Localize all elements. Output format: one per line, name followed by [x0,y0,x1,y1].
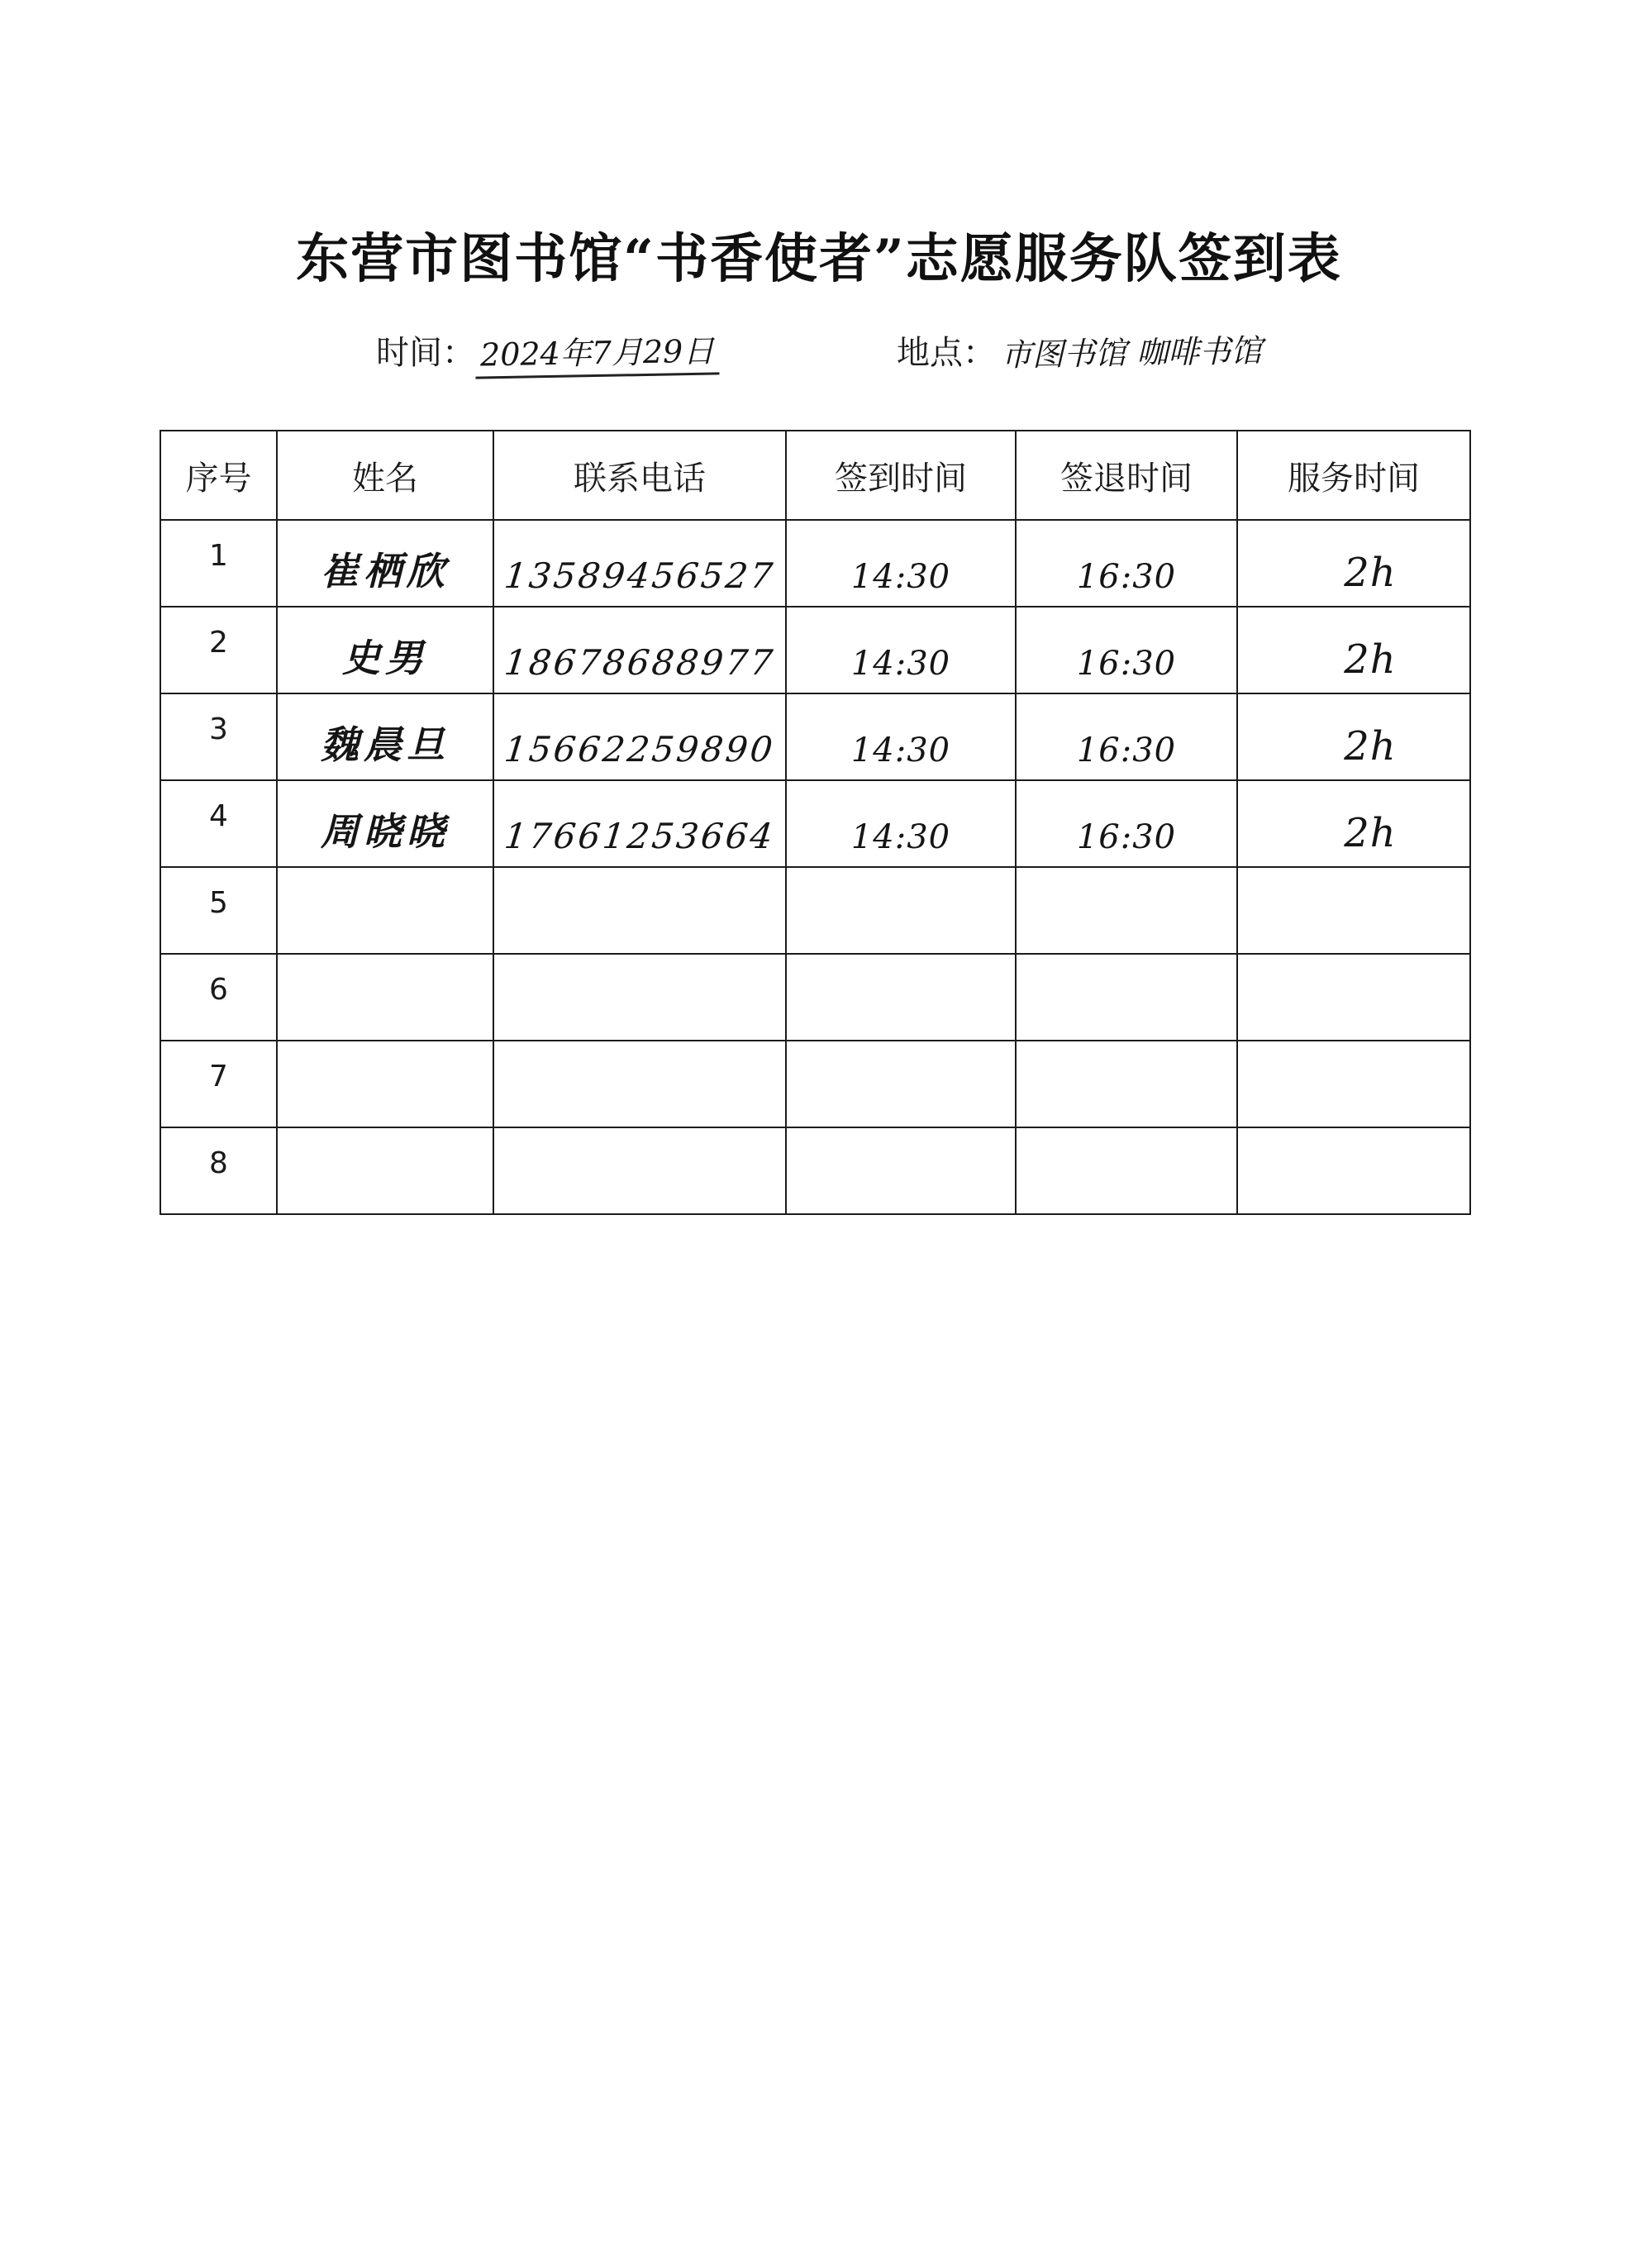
phone-cell [493,867,786,954]
seq-number: 5 [209,886,228,920]
table-row [160,693,1470,780]
service-hours: 2h [1344,636,1397,683]
name-cell [277,867,493,954]
table-row [160,1041,1470,1127]
header-sign-out-time: 签退时间 [1016,431,1237,520]
volunteer-phone: 15662259890 [502,729,778,770]
sign-out-cell [1016,607,1237,693]
seq-number: 6 [209,973,228,1007]
service-cell [1237,607,1470,693]
page-title: 东营市图书馆“书香使者”志愿服务队签到表 [296,228,1342,290]
volunteer-name: 周晓晓 [321,809,450,854]
sign-out-time: 16:30 [1076,731,1177,770]
sign-in-cell [786,867,1016,954]
service-hours: 2h [1344,810,1397,856]
sign-in-cell [786,1127,1016,1214]
meta-place [897,326,1267,374]
table-row [160,607,1470,693]
sign-out-cell [1016,1127,1237,1214]
seq-cell [160,780,277,867]
seq-cell [160,607,277,693]
name-cell [277,1041,493,1127]
sign-in-time: 14:30 [850,818,951,856]
seq-cell [160,1127,277,1214]
seq-number: 1 [209,539,228,573]
sign-out-time: 16:30 [1076,818,1177,856]
sign-out-cell [1016,693,1237,780]
sign-in-time: 14:30 [850,645,951,683]
sign-in-time: 14:30 [850,558,951,596]
sign-in-cell [786,780,1016,867]
sign-out-cell [1016,954,1237,1041]
time-value: 2024年7月29日 [474,325,719,379]
service-cell [1237,693,1470,780]
table-row [160,520,1470,607]
seq-cell [160,1041,277,1127]
sign-out-time: 16:30 [1076,645,1177,683]
sign-in-cell [786,1041,1016,1127]
volunteer-name: 崔栖欣 [321,549,450,593]
sign-out-cell [1016,867,1237,954]
seq-cell [160,693,277,780]
phone-cell [493,693,786,780]
sign-in-cell [786,607,1016,693]
header-service-time: 服务时间 [1237,431,1470,520]
phone-cell [493,954,786,1041]
place-value: 市图书馆 咖啡书馆 [1000,332,1263,374]
service-cell [1237,1127,1470,1214]
seq-number: 4 [209,799,228,833]
volunteer-name: 史男 [342,636,428,680]
seq-cell [160,520,277,607]
name-cell [277,520,493,607]
volunteer-phone: 18678688977 [502,642,778,683]
table-body [160,520,1470,1214]
header-name: 姓名 [277,431,493,520]
phone-cell [493,780,786,867]
name-cell [277,954,493,1041]
seq-number: 8 [209,1146,228,1180]
sign-in-cell [786,693,1016,780]
service-cell [1237,954,1470,1041]
service-hours: 2h [1344,550,1397,596]
phone-cell [493,1041,786,1127]
meta-time [376,326,719,377]
sign-out-time: 16:30 [1076,558,1177,596]
service-hours: 2h [1344,723,1397,770]
phone-cell [493,520,786,607]
table-header-row [160,431,1470,520]
name-cell [277,780,493,867]
sign-in-cell [786,520,1016,607]
seq-number: 3 [209,712,228,746]
time-label: 时间： [376,334,475,372]
sign-in-table [160,430,1471,1215]
sign-in-cell [786,954,1016,1041]
place-label: 地点： [897,334,996,372]
table-row [160,780,1470,867]
sign-out-cell [1016,1041,1237,1127]
seq-number: 7 [209,1060,228,1094]
seq-cell [160,954,277,1041]
service-cell [1237,1041,1470,1127]
seq-number: 2 [209,626,228,660]
header-phone: 联系电话 [493,431,786,520]
header-sign-in-time: 签到时间 [786,431,1016,520]
name-cell [277,1127,493,1214]
header-seq: 序号 [160,431,277,520]
sign-in-time: 14:30 [850,731,951,770]
service-cell [1237,867,1470,954]
name-cell [277,693,493,780]
phone-cell [493,1127,786,1214]
table-row [160,1127,1470,1214]
sign-out-cell [1016,780,1237,867]
table-row [160,954,1470,1041]
volunteer-name: 魏晨旦 [321,722,450,767]
table-row [160,867,1470,954]
service-cell [1237,780,1470,867]
service-cell [1237,520,1470,607]
name-cell [277,607,493,693]
phone-cell [493,607,786,693]
volunteer-phone: 13589456527 [502,555,778,596]
sign-out-cell [1016,520,1237,607]
volunteer-phone: 17661253664 [502,816,778,856]
seq-cell [160,867,277,954]
